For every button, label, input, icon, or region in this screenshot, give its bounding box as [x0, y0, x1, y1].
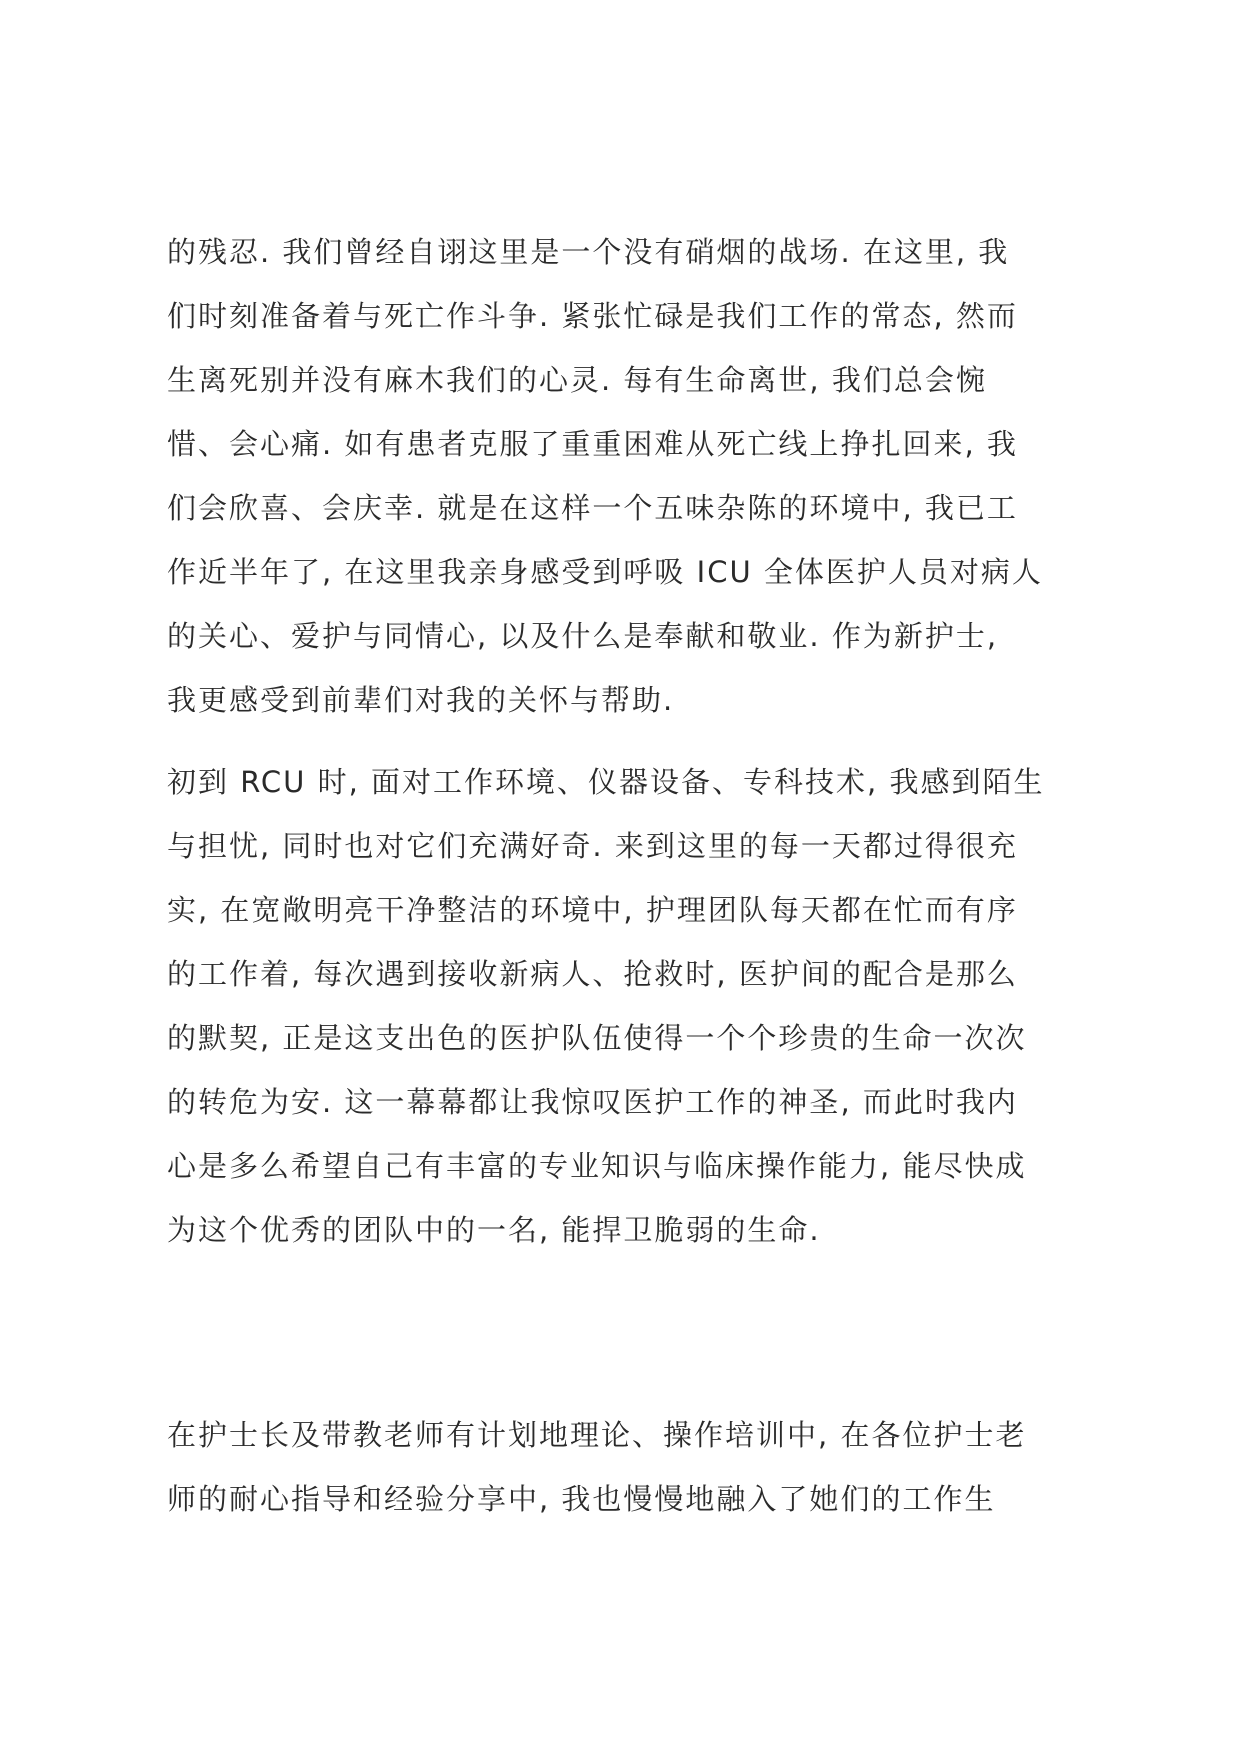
paragraph-1 — [167, 220, 1097, 732]
paragraph-line: 与担忧, 同时也对它们充满好奇. 来到这里的每一天都过得很充 — [167, 829, 1018, 863]
paragraph-3 — [167, 1403, 1097, 1531]
paragraph-line: 的残忍. 我们曾经自诩这里是一个没有硝烟的战场. 在这里, 我 — [167, 235, 1010, 269]
paragraph-line: 为这个优秀的团队中的一名, 能捍卫脆弱的生命. — [167, 1213, 821, 1247]
paragraph-line: 的工作着, 每次遇到接收新病人、抢救时, 医护间的配合是那么 — [167, 957, 1018, 991]
paragraph-line: 在护士长及带教老师有计划地理论、操作培训中, 在各位护士老 — [167, 1418, 1027, 1452]
paragraph-line: 初到 RCU 时, 面对工作环境、仪器设备、专科技术, 我感到陌生 — [167, 765, 1045, 799]
paragraph-line: 们时刻准备着与死亡作斗争. 紧张忙碌是我们工作的常态, 然而 — [167, 299, 1018, 333]
paragraph-line: 的默契, 正是这支出色的医护队伍使得一个个珍贵的生命一次次 — [167, 1021, 1027, 1055]
paragraph-line: 们会欣喜、会庆幸. 就是在这样一个五味杂陈的环境中, 我已工 — [167, 491, 1018, 525]
paragraph-line: 的关心、爱护与同情心, 以及什么是奉献和敬业. 作为新护士, — [167, 619, 999, 653]
paragraph-2 — [167, 750, 1097, 1262]
paragraph-line: 作近半年了, 在这里我亲身感受到呼吸 ICU 全体医护人员对病人 — [167, 555, 1043, 589]
paragraph-line: 师的耐心指导和经验分享中, 我也慢慢地融入了她们的工作生 — [167, 1482, 996, 1516]
paragraph-line: 心是多么希望自己有丰富的专业知识与临床操作能力, 能尽快成 — [167, 1149, 1027, 1183]
paragraph-line: 实, 在宽敞明亮干净整洁的环境中, 护理团队每天都在忙而有序 — [167, 893, 1018, 927]
paragraph-line: 惜、会心痛. 如有患者克服了重重困难从死亡线上挣扎回来, 我 — [167, 427, 1018, 461]
paragraph-line: 我更感受到前辈们对我的关怀与帮助. — [167, 683, 675, 717]
paragraph-line: 生离死别并没有麻木我们的心灵. 每有生命离世, 我们总会惋 — [167, 363, 987, 397]
paragraph-line: 的转危为安. 这一幕幕都让我惊叹医护工作的神圣, 而此时我内 — [167, 1085, 1018, 1119]
